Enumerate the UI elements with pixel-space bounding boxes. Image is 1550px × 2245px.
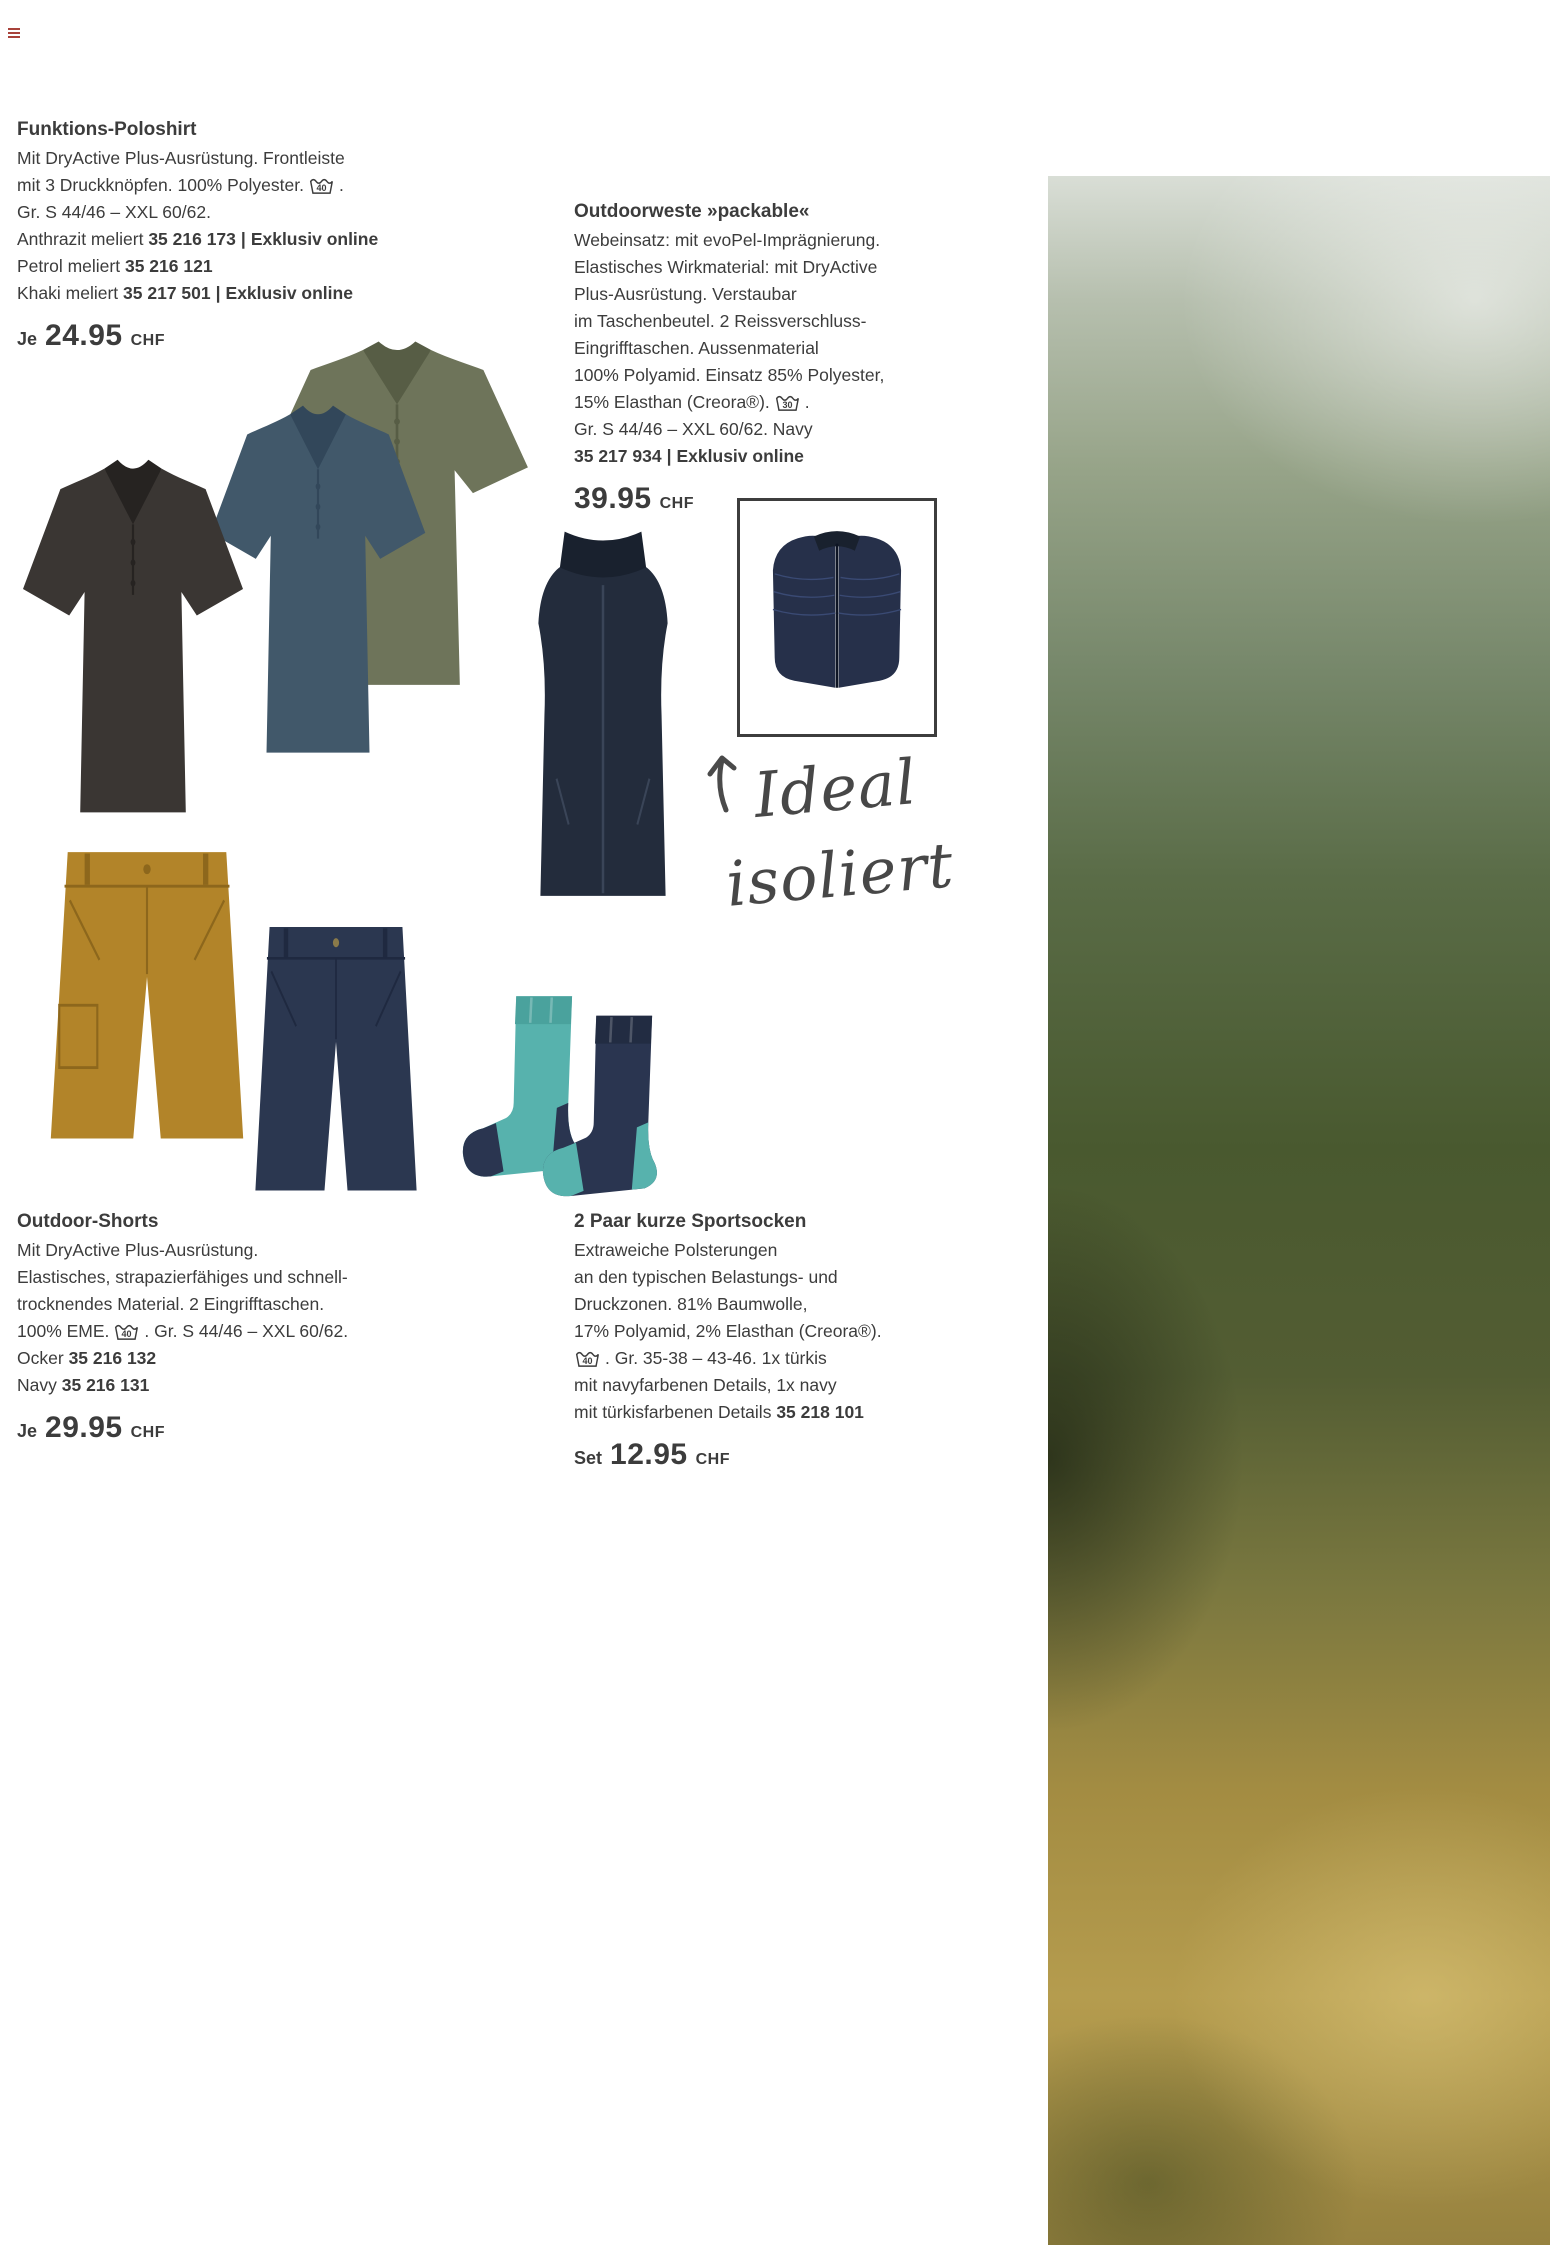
product-title: Outdoorweste »packable«	[574, 201, 810, 222]
description-line	[574, 1399, 1019, 1426]
price-currency: CHF	[130, 332, 165, 349]
description-line: Webeinsatz: mit evoPel-Imprägnierung.	[574, 230, 881, 250]
description-text: .	[804, 392, 810, 412]
product-title: 2 Paar kurze Sportsocken	[574, 1211, 807, 1232]
article-number: 35 216 131	[61, 1375, 150, 1395]
article-number: 35 218 101	[776, 1402, 864, 1422]
polo-button	[316, 504, 321, 510]
price	[574, 1438, 1019, 1472]
product-info-socks	[574, 1208, 1019, 1472]
price-prefix: Set	[574, 1448, 603, 1468]
sock-cuff	[595, 1016, 652, 1044]
description-line: Plus-Ausrüstung. Verstaubar	[574, 284, 797, 304]
description-line: Druckzonen. 81% Baumwolle,	[574, 1294, 808, 1314]
description-line: Gr. S 44/46 – XXL 60/62. Navy	[574, 419, 813, 439]
price-value: 39.95	[574, 482, 652, 515]
sock-cuff	[515, 996, 572, 1024]
description-line: Extraweiche Polsterungen	[574, 1240, 778, 1260]
svg-text:30: 30	[782, 399, 793, 410]
variant-line	[17, 226, 562, 253]
belt-loop	[203, 854, 208, 885]
product-title: Outdoor-Shorts	[17, 1211, 159, 1232]
wash-40-icon	[308, 175, 335, 195]
variant-label: Ocker	[17, 1348, 64, 1368]
svg-text:40: 40	[582, 1355, 593, 1366]
description-line: trocknendes Material. 2 Eingrifftaschen.	[17, 1294, 325, 1314]
variant-label: Khaki meliert	[17, 283, 119, 303]
variant-label: Navy	[17, 1375, 57, 1395]
shorts-button	[143, 864, 150, 874]
socks-image	[452, 984, 657, 1199]
product-info-outdoorweste	[574, 198, 1019, 516]
cuff-rib	[530, 997, 531, 1022]
wash-30-icon	[774, 392, 801, 412]
description-line	[17, 172, 562, 199]
product-info-shorts	[17, 1208, 562, 1445]
description-line: mit navyfarbenen Details, 1x navy	[574, 1375, 837, 1395]
article-number: 35 216 121	[124, 256, 213, 276]
description-text: .	[338, 175, 344, 195]
price-value: 12.95	[610, 1438, 688, 1471]
description-text: 100% EME.	[17, 1321, 110, 1341]
price-value: 24.95	[45, 319, 123, 352]
description-line: Elastisches Wirkmaterial: mit DryActive	[574, 257, 878, 277]
variant-line	[17, 1372, 562, 1399]
price-value: 29.95	[45, 1411, 123, 1444]
price	[17, 1411, 562, 1445]
polo-button	[316, 483, 321, 489]
menu-icon[interactable]	[8, 28, 20, 40]
description-line: 100% Polyamid. Einsatz 85% Polyester,	[574, 365, 885, 385]
product-title: Funktions-Poloshirt	[17, 119, 197, 140]
separator: |	[666, 446, 672, 466]
polo-button	[131, 539, 136, 545]
description-text: mit 3 Druckknöpfen. 100% Polyester.	[17, 175, 304, 195]
polo-button	[131, 580, 136, 586]
description-text: . Gr. S 44/46 – XXL 60/62.	[144, 1321, 349, 1341]
arrow-up-icon	[702, 752, 746, 816]
description-text: mit türkisfarbenen Details	[574, 1402, 772, 1422]
price-currency: CHF	[130, 1424, 165, 1441]
cuff-rib	[631, 1017, 632, 1042]
description-line: Mit DryActive Plus-Ausrüstung. Frontleiste	[17, 148, 345, 168]
cuff-rib	[610, 1017, 611, 1042]
description-line: im Taschenbeutel. 2 Reissverschluss-	[574, 311, 867, 331]
polo-button	[131, 559, 136, 565]
wash-40-icon	[574, 1348, 601, 1368]
vest-collar	[560, 532, 647, 579]
handwritten-annotation-word2: isoliert	[723, 828, 957, 921]
variant-line	[17, 280, 562, 307]
article-number: 35 216 132	[68, 1348, 157, 1368]
belt-loop	[284, 928, 288, 957]
article-number: 35 217 501	[123, 283, 211, 303]
description-line: an den typischen Belastungs- und	[574, 1267, 838, 1287]
separator: |	[240, 229, 246, 249]
description-line: Elastisches, strapazierfähiges und schnell-	[17, 1267, 348, 1287]
product-info-poloshirt	[17, 116, 562, 353]
description-line	[574, 389, 1019, 416]
description-line: Gr. S 44/46 – XXL 60/62.	[17, 202, 211, 222]
shorts-navy-image	[243, 914, 429, 1214]
shorts-ocker-image	[36, 838, 258, 1164]
description-line: Eingrifftaschen. Aussenmaterial	[574, 338, 819, 358]
article-number: 35 217 934	[574, 446, 662, 466]
description-text: 15% Elasthan (Creora®).	[574, 392, 770, 412]
menu-bar	[8, 28, 20, 30]
nature-photo-strip	[1048, 176, 1550, 2245]
polo-shirt-anthracite-image	[12, 448, 254, 830]
svg-text:40: 40	[316, 182, 327, 193]
description-line	[17, 1318, 562, 1345]
exclusive-flag: Exklusiv online	[676, 446, 804, 466]
svg-text:40: 40	[121, 1328, 132, 1339]
variant-line	[17, 253, 562, 280]
variant-line	[17, 1345, 562, 1372]
wash-40-icon	[113, 1321, 140, 1341]
article-line	[574, 443, 1019, 470]
exclusive-flag: Exklusiv online	[225, 283, 353, 303]
variant-label: Petrol meliert	[17, 256, 121, 276]
menu-bar	[8, 36, 20, 38]
separator: |	[215, 283, 221, 303]
puffer-vest-illustration	[748, 509, 926, 726]
exclusive-flag: Exklusiv online	[250, 229, 379, 249]
description-line	[574, 1345, 1019, 1372]
article-number: 35 216 173	[148, 229, 236, 249]
packable-vest-framed-image	[737, 498, 937, 737]
price-prefix: Je	[17, 1421, 38, 1441]
belt-loop	[85, 854, 90, 885]
handwritten-annotation-word1: Ideal	[751, 745, 920, 832]
description-text: . Gr. 35-38 – 43-46. 1x türkis	[605, 1348, 827, 1368]
description-line: Mit DryActive Plus-Ausrüstung.	[17, 1240, 259, 1260]
menu-bar	[8, 32, 20, 34]
belt-loop	[383, 928, 387, 957]
price-prefix: Je	[17, 329, 38, 349]
shorts-button	[333, 938, 339, 947]
price-currency: CHF	[659, 495, 694, 512]
cuff-rib	[550, 997, 551, 1022]
polo-button	[316, 524, 321, 530]
variant-label: Anthrazit meliert	[17, 229, 144, 249]
description-line: 17% Polyamid, 2% Elasthan (Creora®).	[574, 1321, 882, 1341]
price-currency: CHF	[695, 1451, 730, 1468]
